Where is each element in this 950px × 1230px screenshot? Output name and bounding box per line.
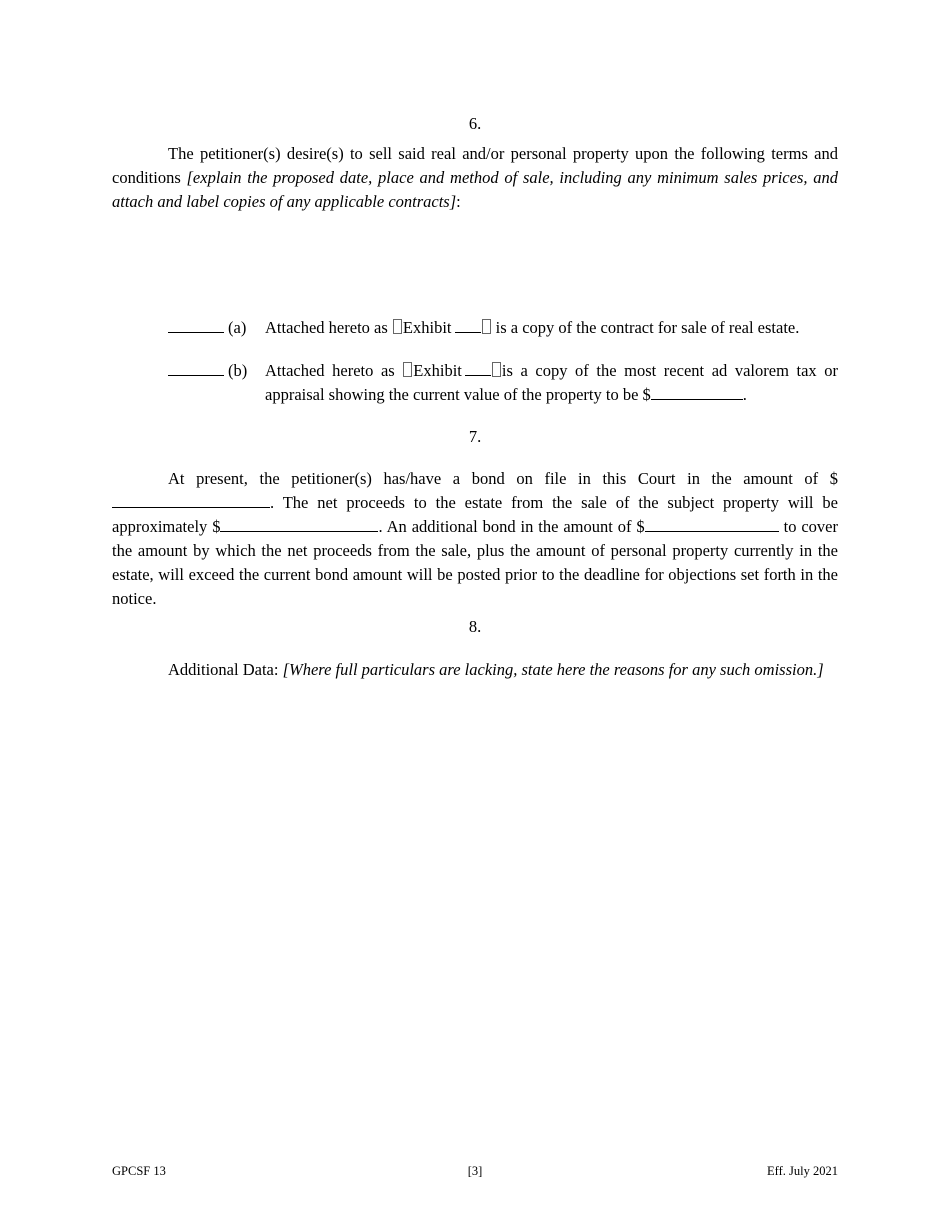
item-b-text <box>265 359 838 407</box>
document-page <box>112 0 838 1230</box>
property-value-blank[interactable] <box>651 383 743 400</box>
item-a-exhibit-blank[interactable] <box>455 316 481 333</box>
additional-bond-blank[interactable] <box>645 515 779 532</box>
exhibit-item-b <box>168 359 838 404</box>
item-a-check-line[interactable] <box>168 316 224 333</box>
item-a-rest: is a copy of the contract for sale of real estate. <box>495 318 800 337</box>
section-6-instruction: [explain the proposed date, place and method of sale, including any minimum sales prices, and attach and label copies of any applicable contracts] <box>112 168 838 211</box>
item-b-check-line[interactable] <box>168 359 224 376</box>
section-6-intro: The petitioner(s) desire(s) to sell said real and/or personal property upon the following terms and conditions <box>112 144 838 187</box>
item-b-prefix: Attached hereto as <box>265 361 403 380</box>
item-b-letter: (b) <box>228 361 248 380</box>
section-8-instruction: [Where full particulars are lacking, state here the reasons for any such omission.] <box>282 660 824 679</box>
section-7-number: 7. <box>468 427 482 446</box>
exhibit-item-a <box>168 316 838 340</box>
footer-page-number: [3] <box>467 1164 483 1178</box>
checkbox-icon <box>482 319 491 334</box>
section-8-label: Additional Data: <box>168 660 283 679</box>
section-7-part4: to cover the amount by which the net proceeds from the sale, plus the amount of personal property currently in the estate, will exceed the current bond amount will be posted prior to the deadline for objections set forth in the notice. <box>112 517 839 608</box>
item-b-rest: is a copy of the most recent ad valorem tax or appraisal showing the current value of the property to be $ <box>265 361 838 404</box>
item-a-text <box>265 316 838 340</box>
section-6-colon: : <box>456 192 461 211</box>
section-7-part1: At present, the petitioner(s) has/have a bond on file in this Court in the amount of $ <box>168 469 838 488</box>
item-b-exhibit-blank[interactable] <box>465 359 491 376</box>
checkbox-icon <box>492 362 501 377</box>
section-7-paragraph <box>112 467 838 611</box>
item-b-end: . <box>742 385 747 404</box>
section-6-paragraph <box>112 142 838 214</box>
item-b-exhibit-word: Exhibit <box>413 361 462 380</box>
section-7-part3: . An additional bond in the amount of $ <box>378 517 645 536</box>
checkbox-icon <box>393 319 402 334</box>
item-a-prefix: Attached hereto as <box>265 318 392 337</box>
section-6-number: 6. <box>468 114 482 133</box>
section-8-paragraph <box>112 658 838 682</box>
bond-amount-blank[interactable] <box>112 491 270 508</box>
checkbox-icon <box>403 362 412 377</box>
footer-form-id: GPCSF 13 <box>112 1164 166 1178</box>
item-a-exhibit-word: Exhibit <box>402 318 452 337</box>
section-8-number: 8. <box>468 617 482 636</box>
footer-effective-date: Eff. July 2021 <box>767 1164 838 1178</box>
item-a-letter: (a) <box>228 318 247 337</box>
section-7-part2: . The net proceeds to the estate from the sale of the subject property will be approximately $ <box>112 493 838 536</box>
net-proceeds-blank[interactable] <box>220 515 378 532</box>
